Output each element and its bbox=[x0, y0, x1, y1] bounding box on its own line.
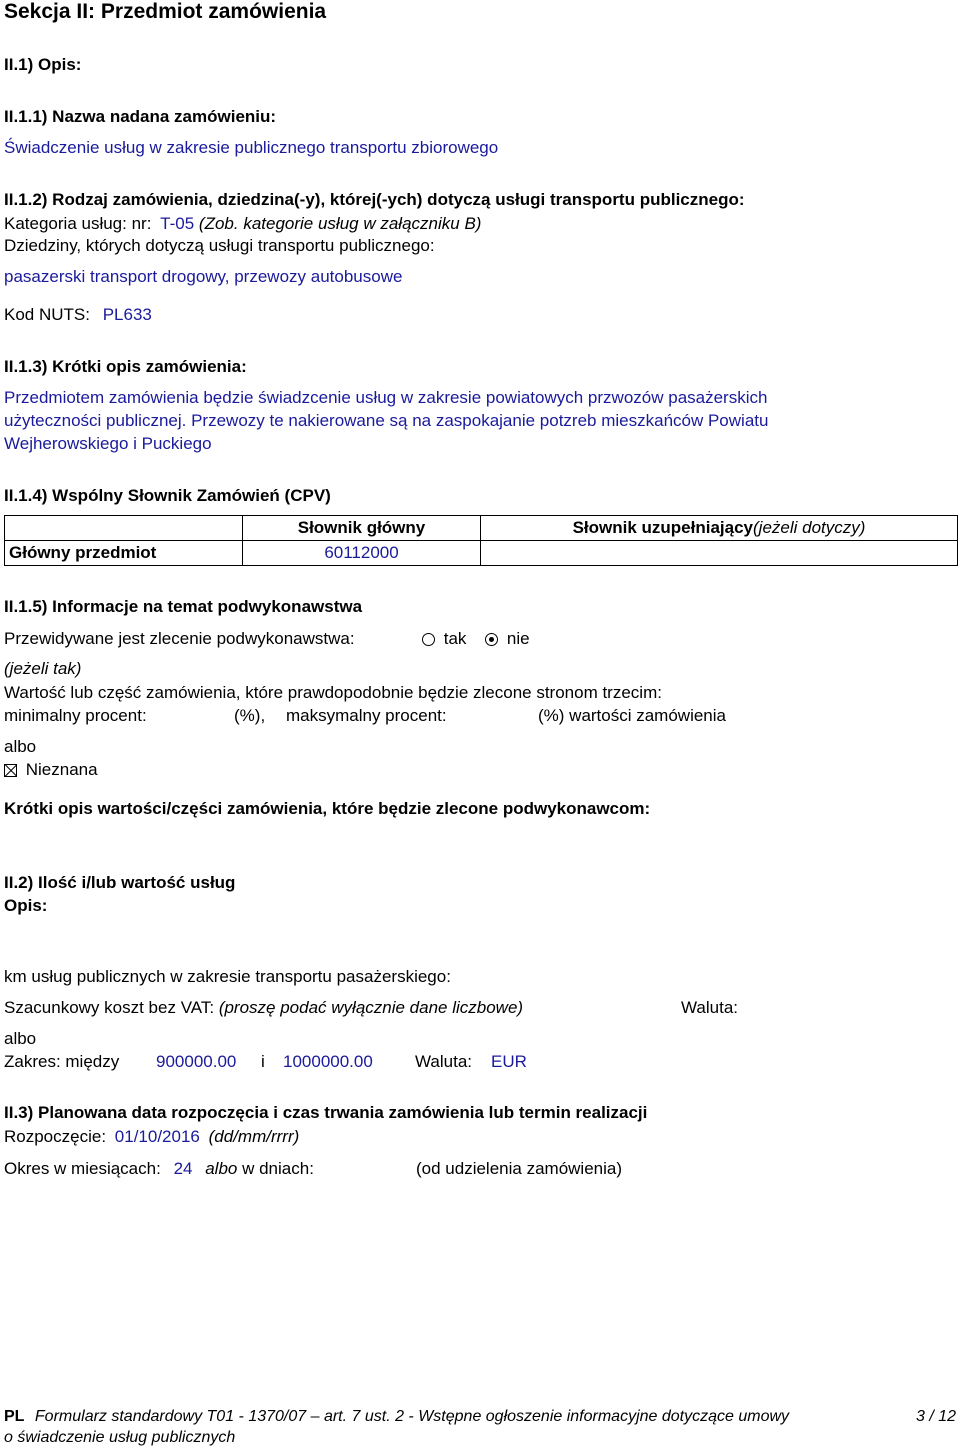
nuts-row bbox=[4, 305, 152, 325]
cpv-col-main: Słownik główny bbox=[243, 516, 481, 541]
or-label: albo bbox=[4, 737, 37, 756]
subcontract-options bbox=[422, 629, 530, 649]
months-value: 24 bbox=[173, 1159, 193, 1178]
subcontract-short-desc-label: Krótki opis wartości/części zamówienia, które będzie zlecone podwykonawcom: bbox=[4, 799, 651, 818]
value-part-label: Wartość lub część zamówienia, które prawdopodobnie będzie zlecone stronom trzecim: bbox=[4, 683, 662, 702]
from-award: (od udzielenia zamówienia) bbox=[416, 1159, 623, 1178]
heading-ii-1-4: II.1.4) Wspólny Słownik Zamówień (CPV) bbox=[4, 486, 331, 505]
footer-line-2: o świadczenie usług publicznych bbox=[4, 1429, 236, 1446]
radio-tak[interactable] bbox=[422, 633, 435, 646]
heading-ii-3: II.3) Planowana data rozpoczęcia i czas trwania zamówienia lub termin realizacji bbox=[4, 1103, 648, 1122]
category-value: T-05 bbox=[160, 214, 195, 233]
range-from: 900000.00 bbox=[156, 1052, 237, 1071]
category-note: (Zob. kategorie usług w załączniku B) bbox=[198, 214, 482, 233]
nuts-value: PL633 bbox=[102, 305, 152, 324]
cpv-main-value: 60112000 bbox=[243, 541, 481, 566]
cpv-row bbox=[5, 541, 958, 566]
subcontract-question: Przewidywane jest zlecenie podwykonawstwa: bbox=[4, 629, 355, 648]
start-label: Rozpoczęcie: bbox=[4, 1127, 107, 1146]
radio-nie[interactable] bbox=[485, 633, 498, 646]
footer-lang: PL bbox=[4, 1408, 25, 1425]
footer-page-number: 3 / 12 bbox=[915, 1408, 956, 1425]
heading-ii-2: II.2) Ilość i/lub wartość usług bbox=[4, 873, 236, 892]
unknown-row bbox=[4, 760, 98, 780]
max-percent-label: maksymalny procent: bbox=[286, 706, 447, 725]
cpv-table bbox=[4, 515, 958, 566]
start-date: 01/10/2016 bbox=[114, 1127, 200, 1146]
cpv-col-supp bbox=[481, 516, 958, 541]
footer-form-title: Formularz standardowy T01 - 1370/07 – art. 7 ust. 2 - Wstępne ogłoszenie informacyjne dotyczące umowy bbox=[34, 1408, 790, 1425]
min-percent-unit: (%), bbox=[234, 706, 266, 725]
months-row bbox=[4, 1159, 314, 1179]
cost-label: Szacunkowy koszt bez VAT: bbox=[4, 998, 215, 1017]
domains-label: Dziedziny, których dotyczą usługi transportu publicznego: bbox=[4, 236, 435, 255]
start-row bbox=[4, 1127, 299, 1147]
cost-note: (proszę podać wyłącznie dane liczbowe) bbox=[218, 998, 524, 1017]
heading-ii-1-5: II.1.5) Informacje na temat podwykonawstwa bbox=[4, 597, 363, 616]
or-days: albo bbox=[205, 1159, 238, 1178]
heading-ii-1: II.1) Opis: bbox=[4, 55, 82, 74]
unknown-label: Nieznana bbox=[25, 760, 98, 779]
start-format: (dd/mm/rrrr) bbox=[208, 1127, 300, 1146]
short-desc-line-3: Wejherowskiego i Puckiego bbox=[4, 434, 212, 453]
max-percent-unit: (%) wartości zamówienia bbox=[538, 706, 726, 725]
short-desc-line-2: użyteczności publicznej. Przewozy te nakierowane są na zaspokajanie potzreb mieszkańców Powiatu bbox=[4, 411, 769, 430]
cpv-col-supp-note: (jeżeli dotyczy) bbox=[753, 518, 866, 537]
range-label: Zakres: między bbox=[4, 1052, 120, 1071]
heading-ii-1-1: II.1.1) Nazwa nadana zamówieniu: bbox=[4, 107, 277, 126]
heading-ii-1-2: II.1.2) Rodzaj zamówienia, dziedzina(-y), której(-ych) dotyczą usługi transportu publicznego: bbox=[4, 190, 745, 209]
range-and: i bbox=[261, 1052, 265, 1071]
cpv-row-label: Główny przedmiot bbox=[5, 541, 243, 566]
section-title: Sekcja II: Przedmiot zamówienia bbox=[4, 0, 327, 23]
km-label: km usług publicznych w zakresie transportu pasażerskiego: bbox=[4, 967, 451, 986]
cost-row bbox=[4, 998, 523, 1018]
range-currency-label: Waluta: bbox=[415, 1052, 473, 1071]
cpv-supp-value bbox=[481, 541, 958, 566]
range-to: 1000000.00 bbox=[283, 1052, 373, 1071]
cpv-empty-cell bbox=[5, 516, 243, 541]
nuts-label: Kod NUTS: bbox=[4, 305, 90, 324]
min-percent-label: minimalny procent: bbox=[4, 706, 147, 725]
unknown-checkbox[interactable] bbox=[4, 764, 17, 777]
if-yes-note: (jeżeli tak) bbox=[4, 659, 82, 678]
contract-name: Świadczenie usług w zakresie publicznego transportu zbiorowego bbox=[4, 138, 499, 157]
or-label-2: albo bbox=[4, 1029, 37, 1048]
radio-nie-label: nie bbox=[506, 629, 530, 648]
radio-tak-label: tak bbox=[443, 629, 467, 648]
opis-label: Opis: bbox=[4, 896, 48, 915]
days-label: w dniach: bbox=[242, 1159, 314, 1178]
domains-value: pasazerski transport drogowy, przewozy autobusowe bbox=[4, 267, 403, 286]
cpv-header-row bbox=[5, 516, 958, 541]
category-label: Kategoria usług: nr: bbox=[4, 214, 152, 233]
cpv-col-supp-label: Słownik uzupełniający bbox=[572, 518, 753, 537]
heading-ii-1-3: II.1.3) Krótki opis zamówienia: bbox=[4, 357, 247, 376]
footer-line-1 bbox=[4, 1408, 789, 1426]
range-currency: EUR bbox=[491, 1052, 527, 1071]
category-row bbox=[4, 214, 481, 234]
short-desc-line-1: Przedmiotem zamówienia będzie świadzcenie usług w zakresie powiatowych przwozów pasażerskich bbox=[4, 388, 768, 407]
months-label: Okres w miesiącach: bbox=[4, 1159, 161, 1178]
currency-label: Waluta: bbox=[681, 998, 739, 1017]
